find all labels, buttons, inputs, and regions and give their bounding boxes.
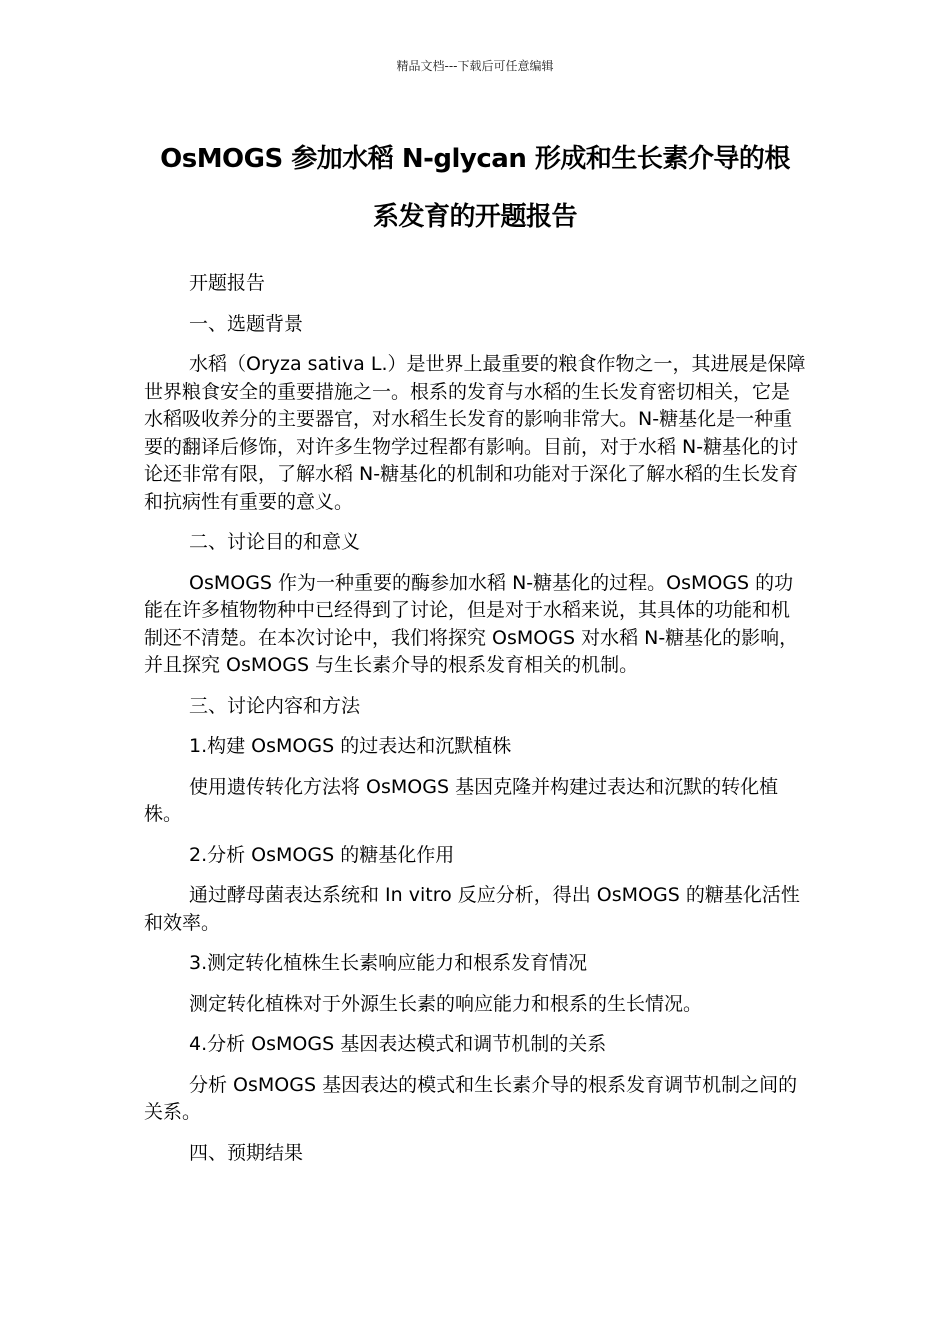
- method-item-1-text: 使用遗传转化方法将 OsMOGS 基因克隆并构建过表达和沉默的转化植株。: [144, 775, 779, 825]
- title-line-1: OsMOGS 参加水稻 N-glycan 形成和生长素介导的根: [160, 144, 790, 174]
- section-heading-results: 四、预期结果: [189, 1141, 304, 1164]
- document-body: [144, 270, 808, 1180]
- method-item-4-text: 分析 OsMOGS 基因表达的模式和生长素介导的根系发育调节机制之间的关系。: [144, 1073, 798, 1123]
- method-item-2-heading: 2.分析 OsMOGS 的糖基化作用: [189, 843, 455, 866]
- method-item-2-text: 通过酵母菌表达系统和 In vitro 反应分析，得出 OsMOGS 的糖基化活性和效率。: [144, 884, 800, 934]
- method-item-3-text: 测定转化植株对于外源生长素的响应能力和根系的生长情况。: [189, 992, 703, 1015]
- section-heading-methods: 三、讨论内容和方法: [189, 694, 361, 717]
- document-title: [140, 130, 810, 246]
- method-item-4-heading: 4.分析 OsMOGS 基因表达模式和调节机制的关系: [189, 1033, 607, 1055]
- section-heading-background: 一、选题背景: [189, 312, 304, 335]
- method-item-1-heading: 1.构建 OsMOGS 的过表达和沉默植株: [189, 735, 512, 757]
- report-label: 开题报告: [189, 272, 266, 294]
- section-heading-purpose: 二、讨论目的和意义: [189, 531, 361, 553]
- method-item-3-heading: 3.测定转化植株生长素响应能力和根系发育情况: [189, 952, 588, 974]
- title-line-2: 系发育的开题报告: [372, 202, 577, 232]
- paragraph-background: 水稻（Oryza sativa L.）是世界上最重要的粮食作物之一，其进展是保障世界粮食安全的重要措施之一。根系的发育与水稻的生长发育密切相关，它是水稻吸收养分的主要器官，对水稻生长发育的影响非常大。N-糖基化是一种重要的翻译后修饰，对许多生物学过程都有影响。目前，对于水稻 N-糖基化的讨论还非常有限，了解水稻 N-糖基化的机制和功能对于深化了解水稻的生长发育和抗病性有重要的意义。: [144, 353, 806, 513]
- paragraph-purpose: OsMOGS 作为一种重要的酶参加水稻 N-糖基化的过程。OsMOGS 的功能在许多植物物种中已经得到了讨论，但是对于水稻来说，其具体的功能和机制还不清楚。在本次讨论中，我们将探究 OsMOGS 对水稻 N-糖基化的影响，并且探究 OsMOGS 与生长素介导的根系发育相关的机制。: [144, 571, 799, 676]
- page-header: 精品文档---下载后可任意编辑: [396, 59, 554, 73]
